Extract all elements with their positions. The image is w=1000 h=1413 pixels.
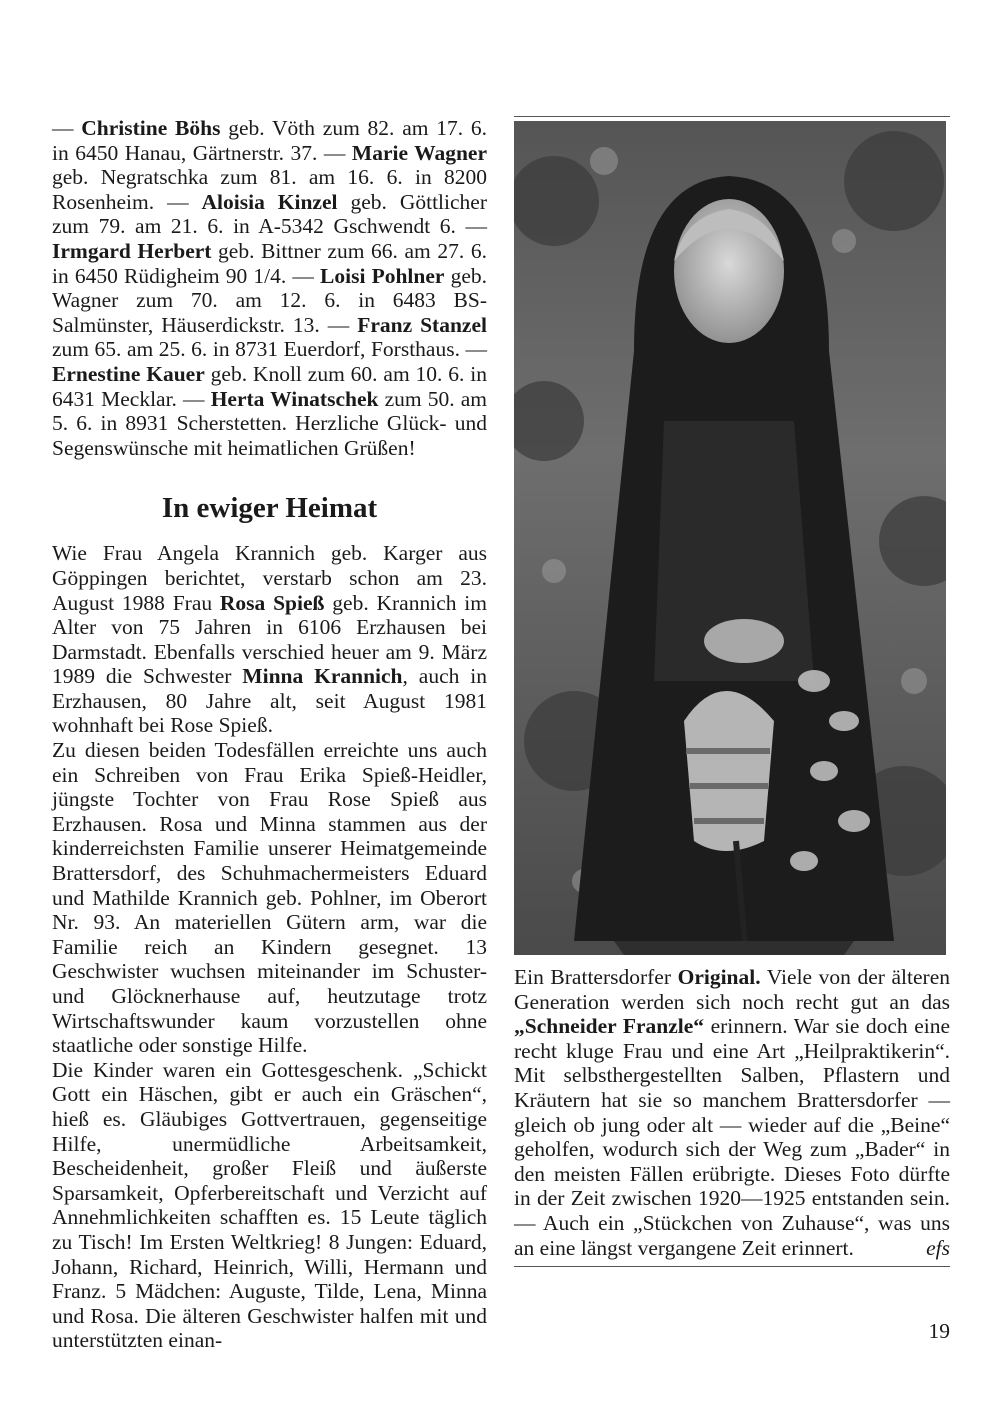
right-column bbox=[514, 116, 950, 1267]
section-heading: In ewiger Heimat bbox=[161, 492, 378, 525]
bold-name-obituary-1: Rosa Spieß bbox=[219, 590, 325, 615]
bold-name-caption-3: „Schneider Franzle“ bbox=[514, 1014, 705, 1039]
text-run-birthdays-16: zum 50. am 5. 6. in 8931 Scherstetten. Herzliche Glück- und Segenswünsche mit heimatlichen Grüßen! bbox=[52, 386, 487, 460]
text-run-caption-2: Viele von der älteren Generation werden sich noch recht gut an das bbox=[514, 965, 950, 1014]
bold-name-birthdays-1: Christine Böhs bbox=[81, 116, 221, 140]
text-run-caption-4: erinnern. War sie doch eine recht kluge Frau und eine Art „Heilpraktikerin“. Mit selbsthergestellten Salben, Pflastern und Kräutern hat sie so manchem Brattersdorfer — gleich ob jung oder alt — wieder auf die „Beine“ geholfen, wodurch sich der Weg zum „Bader“ in den meisten Fällen erübrigte. Dieses Foto dürfte in der Zeit zwischen 1920—1925 entstanden sein. — Auch ein „Stückchen von Zuhause“, was uns an eine längst vergangene Zeit erinnert. bbox=[514, 1014, 950, 1260]
portrait-photo-image bbox=[514, 121, 946, 955]
text-run-birthdays-2: geb. Vöth zum 82. am 17. 6. in 6450 Hanau, Gärtnerstr. 37. — bbox=[52, 116, 487, 165]
bold-name-caption-1: Original. bbox=[677, 965, 761, 989]
bold-name-birthdays-7: Irmgard Herbert bbox=[52, 238, 212, 263]
birthday-list bbox=[52, 116, 487, 460]
bottom-rule bbox=[514, 1266, 950, 1267]
obituary-paragraph-2: Zu diesen beiden Todesfällen erreichte uns auch ein Schreiben von Frau Erika Spieß-Heidler, jüngste Tochter von Frau Rose Spieß aus Erzhausen. Rosa und Minna stammen aus der kinderreichsten Familie unserer Heimatgemeinde Brattersdorf, des Schuhmachermeisters Eduard und Mathilde Krannich geb. Pohlner, im Oberort Nr. 93. An materiellen Gütern arm, war die Familie reich an Kindern gesegnet. 13 Geschwister wuchsen miteinander im Schuster- und Glöcknerhause auf, heutzutage trotz Wirtschaftswunder kaum vorzustellen ohne staatliche oder sonstige Hilfe. bbox=[52, 738, 487, 1058]
obituary-paragraph-3: Die Kinder waren ein Gottesgeschenk. „Schickt Gott ein Häschen, gibt er auch ein Gräschen“, hieß es. Gläubiges Gottvertrauen, gegenseitige Hilfe, unermüdliche Arbeitsamkeit, Bescheidenheit, großer Fleiß und äußerste Sparsamkeit, Opferbereitschaft und Verzicht auf Annehmlichkeiten schafften es. 15 Leute täglich zu Tisch! Im Ersten Weltkrieg! 8 Jungen: Eduard, Johann, Richard, Heinrich, Willi, Hermann und Franz. 5 Mädchen: Auguste, Tilde, Lena, Minna und Rosa. Die älteren Geschwister halfen mit und unterstützten einan- bbox=[52, 1057, 487, 1353]
text-run-birthdays-8: geb. Bittner zum 66. am 27. 6. in 6450 Rüdigheim 90 1/4. — bbox=[52, 238, 487, 288]
text-run-obituary-2: geb. Krannich im Alter von 75 Jahren in 6106 Erzhausen bei Darmstadt. Ebenfalls verschied heuer am 9. März 1989 die Schwester bbox=[52, 590, 487, 689]
text-run-birthdays-4: geb. Negratschka zum 81. am 16. 6. in 8200 Rosenheim. — bbox=[52, 165, 487, 214]
bold-name-birthdays-11: Franz Stanzel bbox=[357, 312, 487, 337]
obituary-paragraph-1 bbox=[52, 541, 487, 738]
bold-name-birthdays-9: Loisi Pohlner bbox=[320, 263, 445, 288]
page-number: 19 bbox=[928, 1319, 950, 1343]
portrait-photo bbox=[514, 121, 946, 955]
text-run-birthdays-10: geb. Wagner zum 70. am 12. 6. in 6483 BS-Salmünster, Häuserdickstr. 13. — bbox=[52, 263, 488, 337]
text-run-birthdays-14: geb. Knoll zum 60. am 10. 6. in 6431 Mecklar. — bbox=[52, 361, 487, 411]
photo-caption bbox=[514, 965, 950, 1260]
author-signature: efs bbox=[926, 1235, 950, 1260]
text-run-birthdays-0: — bbox=[52, 116, 82, 140]
text-run-birthdays-6: geb. Göttlicher zum 79. am 21. 6. in A-5342 Gschwendt 6. — bbox=[52, 189, 487, 239]
text-run-obituary-0: Wie Frau Angela Krannich geb. Karger aus Göppingen berichtet, verstarb schon am 23. August 1988 Frau bbox=[52, 541, 487, 615]
top-rule bbox=[514, 116, 950, 117]
text-run-birthdays-12: zum 65. am 25. 6. in 8731 Euerdorf, Forsthaus. — bbox=[52, 337, 487, 362]
left-column bbox=[52, 116, 487, 1353]
bold-name-birthdays-13: Ernestine Kauer bbox=[52, 361, 205, 386]
text-run-caption-0: Ein Brattersdorfer bbox=[514, 965, 678, 989]
bold-name-birthdays-15: Herta Winatschek bbox=[210, 386, 379, 411]
bold-name-birthdays-5: Aloisia Kinzel bbox=[201, 189, 338, 214]
bold-name-birthdays-3: Marie Wagner bbox=[351, 140, 487, 165]
text-run-obituary-4: , auch in Erzhausen, 80 Jahre alt, seit August 1981 wohnhaft bei Rose Spieß. bbox=[52, 664, 487, 738]
bold-name-obituary-3: Minna Krannich bbox=[242, 664, 403, 689]
